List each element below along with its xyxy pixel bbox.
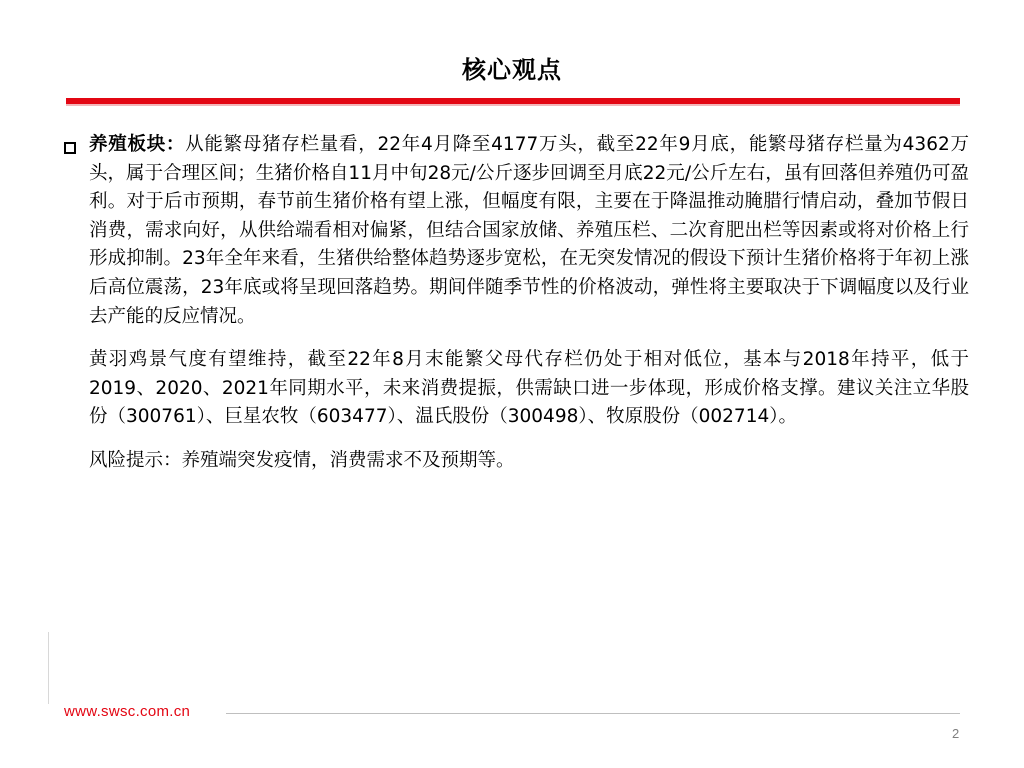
paragraph-breeding-sector [89, 131, 969, 331]
decorative-side-line [48, 632, 49, 704]
paragraph-lead-label: 养殖板块： [89, 134, 186, 155]
footer-divider [226, 713, 960, 714]
paragraph-yellow-chicken: 黄羽鸡景气度有望维持，截至22年8月末能繁父母代存栏仍处于相对低位，基本与2018年持平，低于2019、2020、2021年同期水平，未来消费提振，供需缺口进一步体现，形成价格支撑。建议关注立华股份（300761）、巨星农牧（603477）、温氏股份（300498）、牧原股份（002714）。 [89, 349, 969, 428]
content-body [89, 131, 969, 491]
page-title: 核心观点 [462, 56, 562, 84]
footer-website-link[interactable]: www.swsc.com.cn [64, 703, 191, 720]
hollow-square-bullet-icon [64, 142, 76, 154]
page-number: 2 [952, 726, 960, 741]
paragraph-text: 从能繁母猪存栏量看，22年4月降至4177万头，截至22年9月底，能繁母猪存栏量为4362万头，属于合理区间；生猪价格自11月中旬28元/公斤逐步回调至月底22元/公斤左右，虽有回落但养殖仍可盈利。对于后市预期，春节前生猪价格有望上涨，但幅度有限，主要在于降温推动腌腊行情启动，叠加节假日消费，需求向好，从供给端看相对偏紧，但结合国家放储、养殖压栏、二次育肥出栏等因素或将对价格上行形成抑制。23年全年来看，生猪供给整体趋势逐步宽松，在无突发情况的假设下预计生猪价格将于年初上涨后高位震荡，23年底或将呈现回落趋势。期间伴随季节性的价格波动，弹性将主要取决于下调幅度以及行业去产能的反应情况。 [89, 134, 969, 327]
paragraph-risk-warning: 风险提示：养殖端突发疫情，消费需求不及预期等。 [89, 449, 515, 471]
title-underline-shadow [66, 104, 960, 106]
